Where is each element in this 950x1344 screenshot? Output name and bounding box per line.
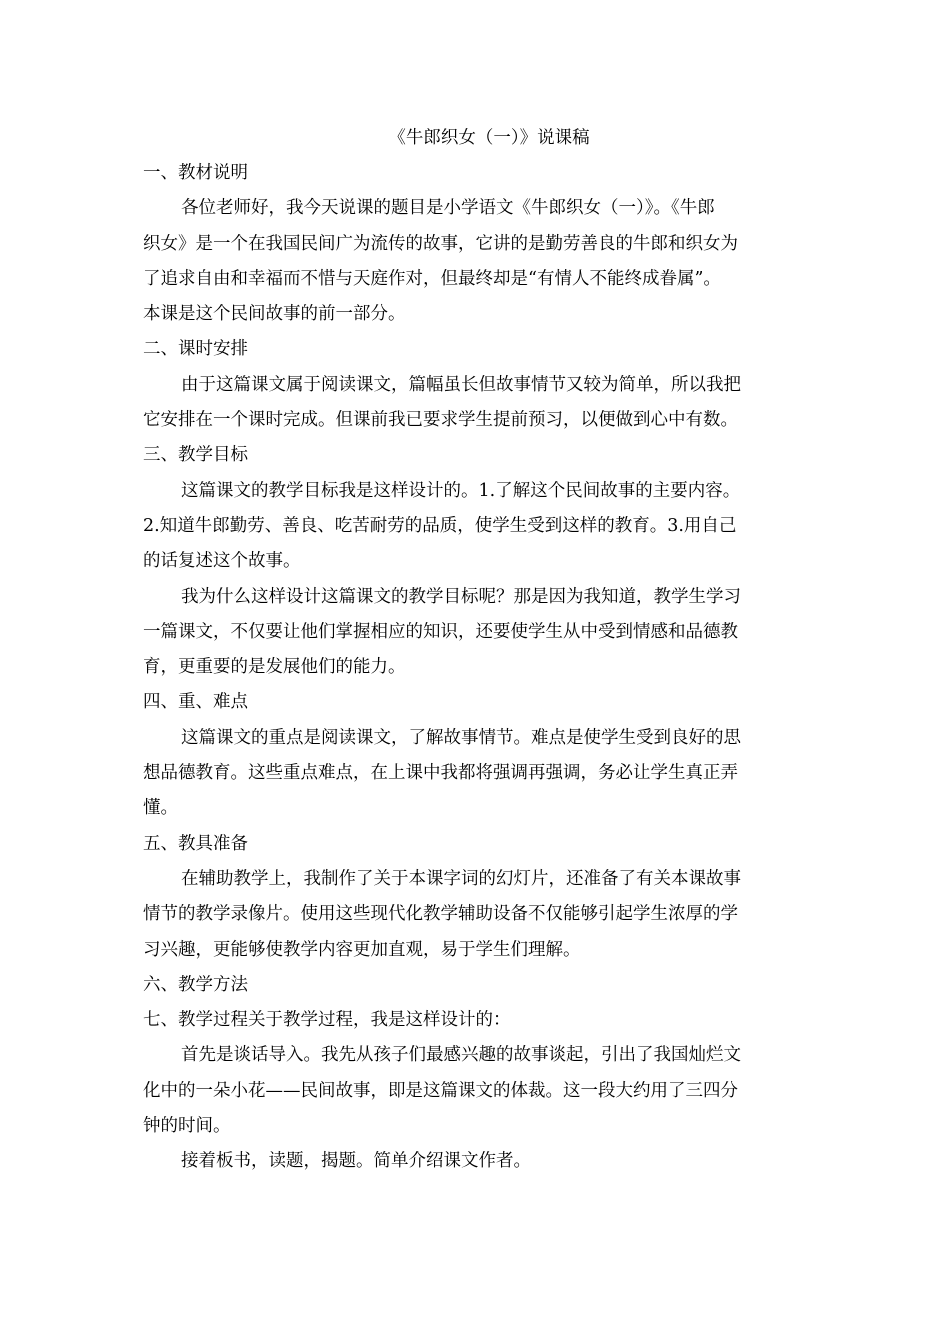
text-line: 六、教学方法 (143, 974, 248, 995)
text-line: 习兴趣，更能够使教学内容更加直观，易于学生们理解。 (143, 939, 581, 960)
paragraph-line: 在辅助教学上，我制作了关于本课字词的幻灯片，还准备了有关本课故事 (181, 868, 741, 889)
text-line: 四、重、难点 (143, 692, 248, 713)
document-title: 《牛郎织女（一）》说课稿 (388, 128, 590, 148)
text-line: 育，更重要的是发展他们的能力。 (143, 657, 406, 678)
text-line: 它安排在一个课时完成。但课前我已要求学生提前预习，以便做到心中有数。 (143, 410, 738, 431)
paragraph-line: 这篇课文的教学目标我是这样设计的。1.了解这个民间故事的主要内容。 (181, 480, 741, 501)
text-line: 二、课时安排 (143, 339, 248, 360)
text-line: 化中的一朵小花——民间故事，即是这篇课文的体裁。这一段大约用了三四分 (143, 1080, 738, 1101)
paragraph-line: 由于这篇课文属于阅读课文，篇幅虽长但故事情节又较为简单，所以我把 (181, 374, 741, 395)
text-line: 钟的时间。 (143, 1116, 231, 1137)
text-line: 本课是这个民间故事的前一部分。 (143, 304, 406, 325)
text-line: 五、教具准备 (143, 833, 248, 854)
text-line: 三、教学目标 (143, 445, 248, 466)
paragraph-line: 这篇课文的重点是阅读课文，了解故事情节。难点是使学生受到良好的思 (181, 727, 741, 748)
text-line: 2.知道牛郎勤劳、善良、吃苦耐劳的品质，使学生受到这样的教育。3.用自己 (143, 515, 737, 536)
text-line: 想品德教育。这些重点难点，在上课中我都将强调再强调，务必让学生真正弄 (143, 763, 738, 784)
text-line: 一篇课文，不仅要让他们掌握相应的知识，还要使学生从中受到情感和品德教 (143, 621, 738, 642)
paragraph-line: 首先是谈话导入。我先从孩子们最感兴趣的故事谈起，引出了我国灿烂文 (181, 1045, 741, 1066)
document-text (143, 156, 807, 1180)
paragraph-line: 我为什么这样设计这篇课文的教学目标呢？那是因为我知道，教学生学习 (181, 586, 741, 607)
text-line: 情节的教学录像片。使用这些现代化教学辅助设备不仅能够引起学生浓厚的学 (143, 904, 738, 925)
text-line: 一、教材说明 (143, 163, 248, 183)
paragraph-line: 接着板书，读题，揭题。简单介绍课文作者。 (181, 1151, 531, 1172)
text-line: 织女》是一个在我国民间广为流传的故事，它讲的是勤劳善良的牛郎和织女为 (143, 233, 738, 254)
text-line: 了追求自由和幸福而不惜与天庭作对，但最终却是“有情人不能终成眷属”。 (143, 268, 721, 289)
paragraph-line: 各位老师好，我今天说课的题目是小学语文《牛郎织女（一）》。《牛郎 (181, 198, 715, 219)
text-line: 的话复述这个故事。 (143, 551, 301, 572)
text-line: 懂。 (143, 798, 178, 819)
text-line: 七、教学过程关于教学过程，我是这样设计的： (143, 1010, 511, 1031)
document-body (143, 120, 807, 1180)
